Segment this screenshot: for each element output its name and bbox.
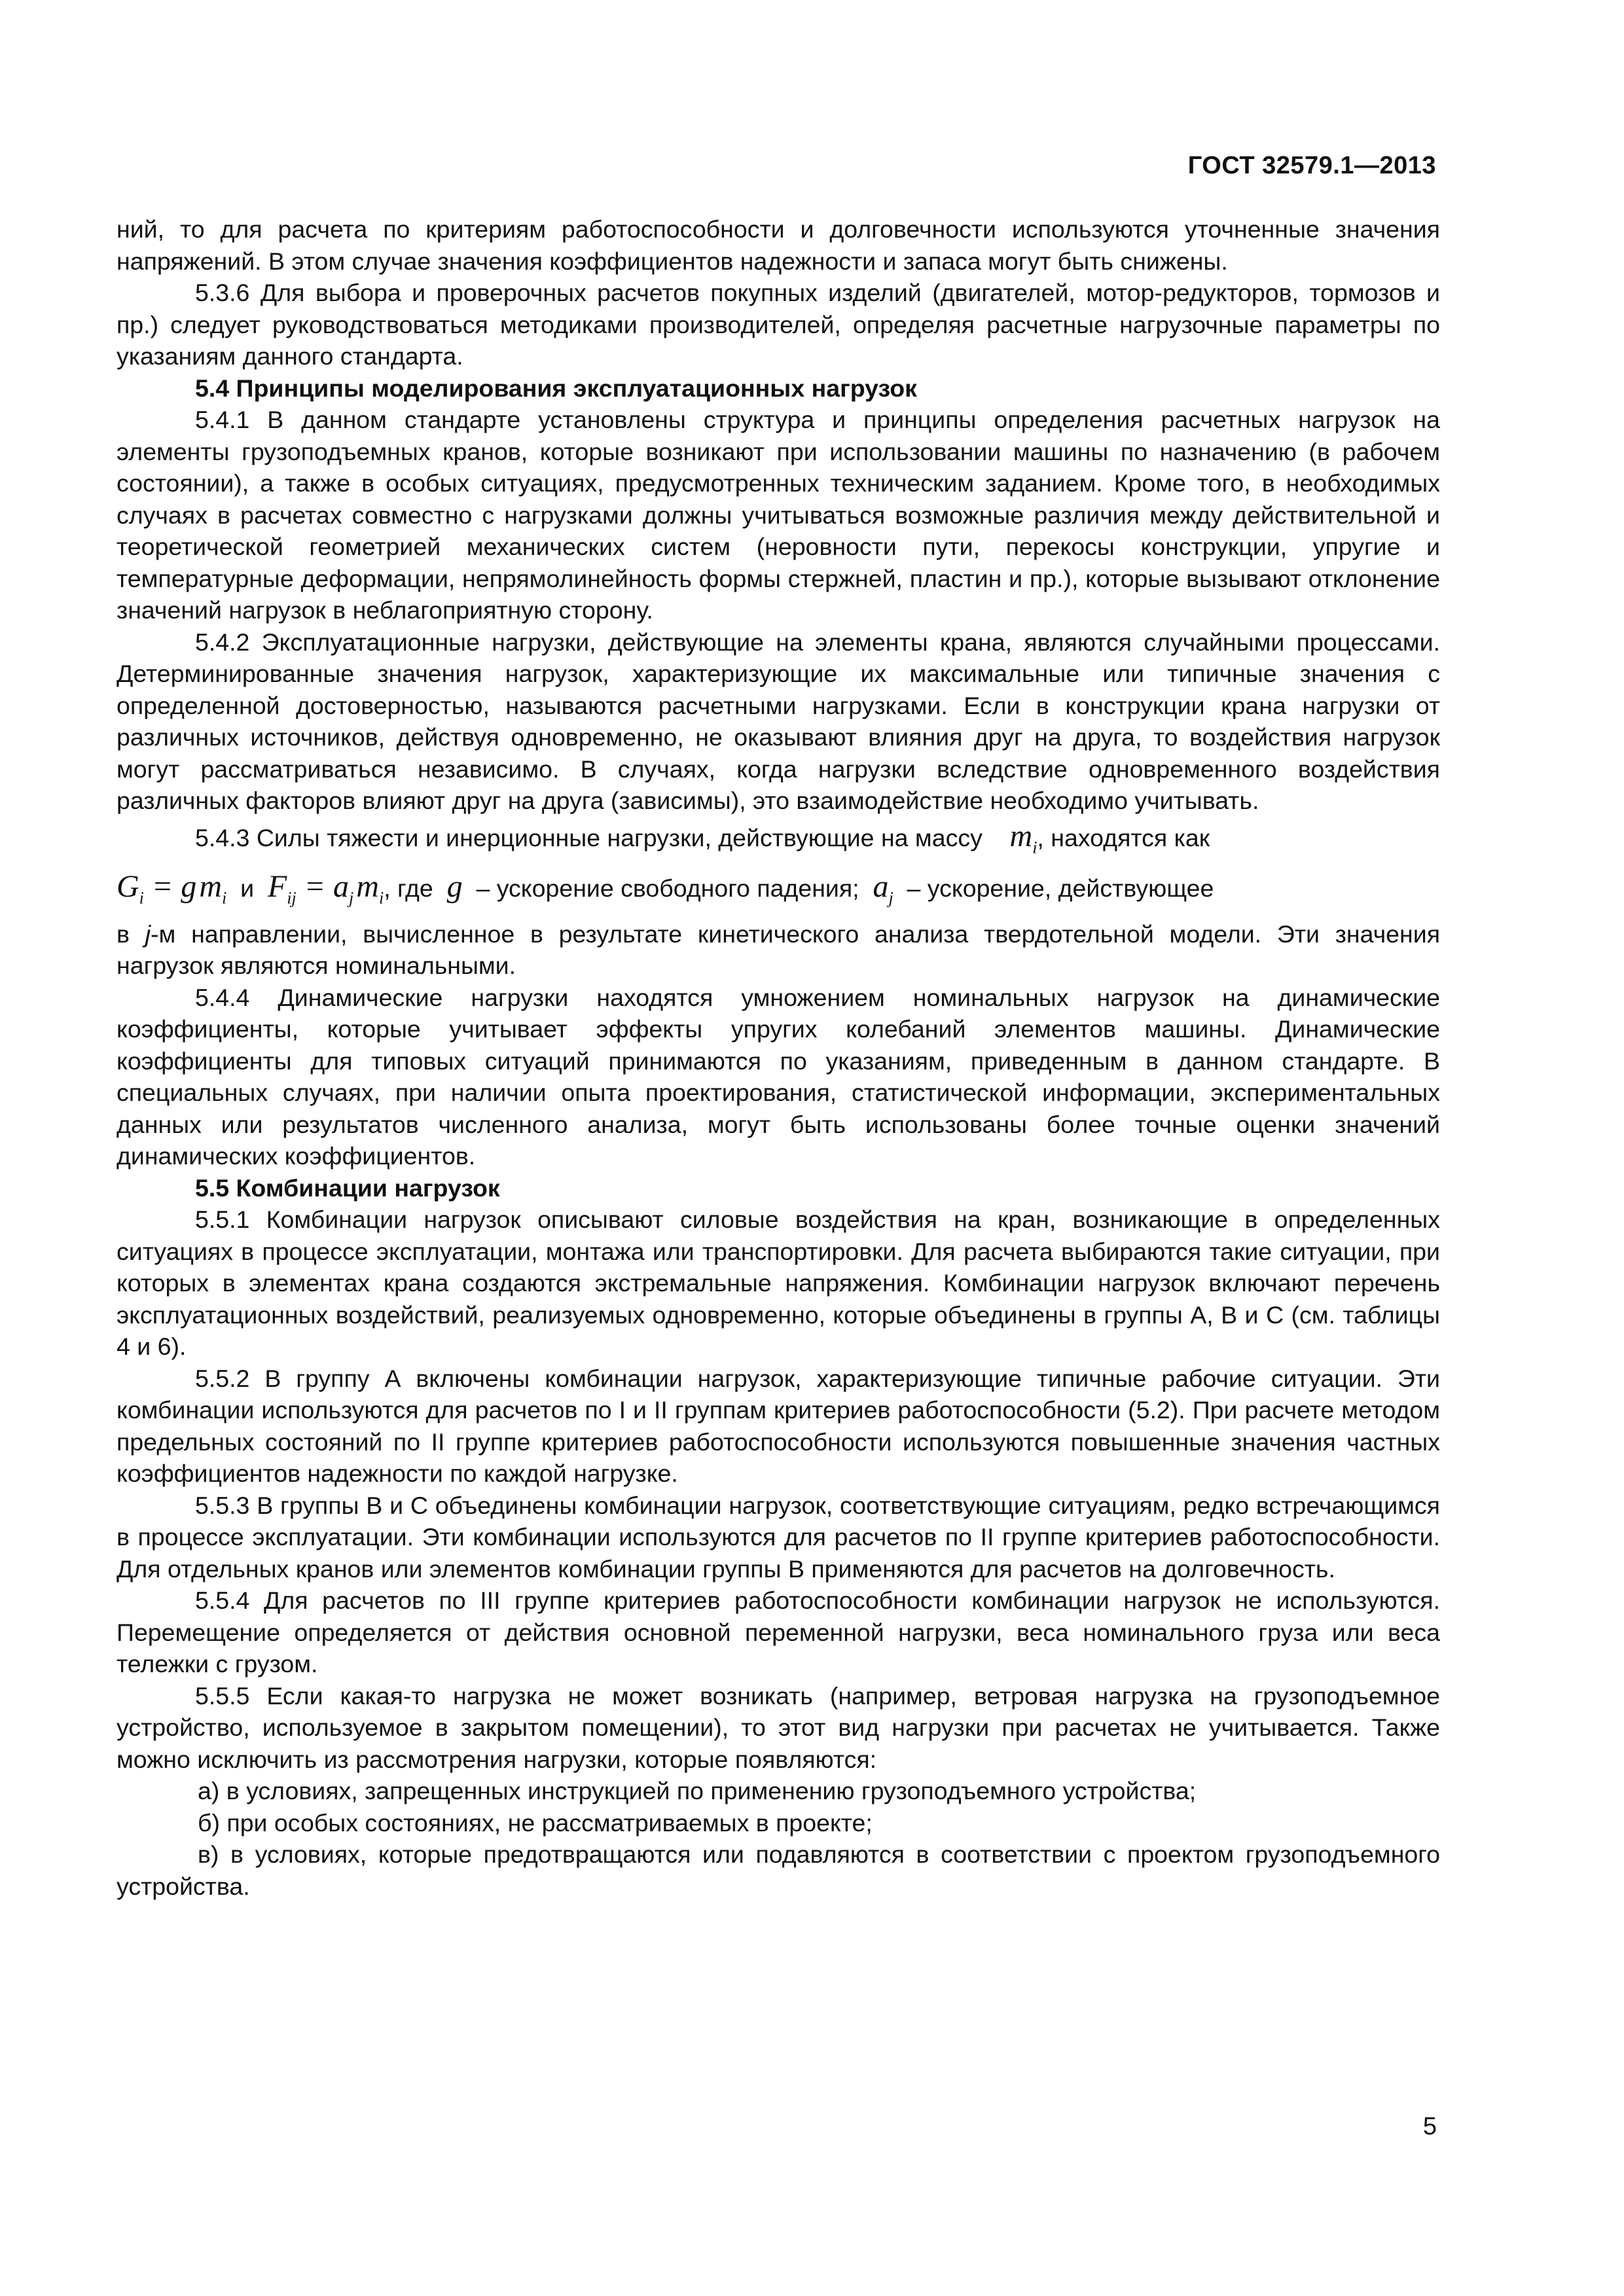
paragraph-5-4-1: 5.4.1 В данном стандарте установлены структура и принципы определения расчетных нагрузок на элементы грузоподъемных кранов, которые возникают при использовании машины по назначению (в рабочем состоянии), а также в особых ситуациях, предусмотренных техническим заданием. Кроме того, в необходимых случаях в расчетах совместно с нагрузками должны учитываться возможные различия между действительной и теоретической геометрией механических систем (неровности пути, перекосы конструкции, упругие и температурные деформации, непрямолинейность формы стержней, пластин и пр.), которые вызывают отклонение значений нагрузок в неблагоприятную сторону. [117,406,1440,624]
list-item-a: а) в условиях, запрещенных инструкцией по применению грузоподъемного устройства; [198,1777,1197,1805]
paragraph-5-5-5: 5.5.5 Если какая-то нагрузка не может возникать (например, ветровая нагрузка на грузоподъемное устройство, используемое в закрытом помещении), то этот вид нагрузки при расчетах не учитывается. Также можно исключить из рассмотрения нагрузки, которые появляются: [117,1681,1440,1773]
paragraph-5-4-3-continuation: в j-м направлении, вычисленное в результате кинетического анализа твердотельной модели. Эти значения нагрузок являются номинальными. [117,920,1440,980]
paragraph-continuation: ний, то для расчета по критериям работоспособности и долговечности используются уточненные значения напряжений. В этом случае значения коэффициентов надежности и запаса могут быть снижены. [117,215,1440,275]
text-a-description: – ускорение, действующее [907,874,1214,903]
standard-header: ГОСТ 32579.1—2013 [1187,152,1436,179]
text-where: , где [384,874,433,903]
paragraph-5-4-3 [117,817,1440,918]
section-heading-5-4: 5.4 Принципы моделирования эксплуатационных нагрузок [195,374,917,402]
list-item-c: в) в условиях, которые предотвращаются или подавляются в соответствии с проектом грузоподъемного устройства. [117,1840,1440,1900]
list-item-b: б) при особых состояниях, не рассматриваемых в проекте; [198,1808,873,1837]
paragraph-5-5-3: 5.5.3 В группы В и С объединены комбинации нагрузок, соответствующие ситуациям, редко встречающимся в процессе эксплуатации. Эти комбинации используются для расчетов по II группе критериев работоспособности. Для отдельных кранов или элементов комбинации группы В применяются для расчетов на долговечность. [117,1491,1440,1583]
paragraph-5-4-3-text-a: 5.4.3 Силы тяжести и инерционные нагрузки, действующие на массу [195,823,983,852]
paragraph-5-5-4: 5.5.4 Для расчетов по III группе критериев работоспособности комбинации нагрузок не используются. Перемещение определяется от действия основной переменной нагрузки, веса номинального груза или веса тележки с грузом. [117,1587,1440,1678]
math-a-var: $a_j$ [873,869,893,908]
italic-j: j [145,920,151,948]
math-mass-var: $m_i$ [1009,818,1038,857]
formula-gravity: $G_i = g$ $m_i$ [117,869,227,908]
formula-inertia: $F_{ij} = a_j$ $m_i$ [267,869,384,908]
paragraph-5-4-2: 5.4.2 Эксплуатационные нагрузки, действующие на элементы крана, являются случайными процессами. Детерминированные значения нагрузок, характеризующие их максимальные или типичные значения с определенной достоверностью, называются расчетными нагрузками. Если в конструкции крана нагрузки от различных источников, действуя одновременно, не оказывают влияния друг на друга, то воздействия нагрузок могут рассматриваться независимо. В случаях, когда нагрузки вследствие одновременного воздействия различных факторов влияют друг на друга (зависимы), это взаимодействие необходимо учитывать. [117,628,1440,814]
paragraph-5-5-2: 5.5.2 В группу А включены комбинации нагрузок, характеризующие типичные рабочие ситуации. Эти комбинации используются для расчетов по I и II группам критериев работоспособности (5.2). При расчете методом предельных состояний по II группе критериев работоспособности используются повышенные значения частных коэффициентов надежности по каждой нагрузке. [117,1364,1440,1488]
page-body [117,213,1440,1902]
math-g-var: g [446,869,463,905]
page-number: 5 [1422,2113,1437,2140]
section-heading-5-5: 5.5 Комбинации нагрузок [195,1174,500,1202]
paragraph-5-4-4: 5.4.4 Динамические нагрузки находятся умножением номинальных нагрузок на динамические коэффициенты, которые учитывает эффекты упругих колебаний элементов машины. Динамические коэффициенты для типовых ситуаций принимаются по указаниям, приведенным в данном стандарте. В специальных случаях, при наличии опыта проектирования, статистической информации, экспериментальных данных или результатов численного анализа, могут быть использованы более точные оценки значений динамических коэффициентов. [117,983,1440,1170]
paragraph-5-3-6: 5.3.6 Для выбора и проверочных расчетов покупных изделий (двигателей, мотор-редукторов, тормозов и пр.) следует руководствоваться методиками производителей, определяя расчетные нагрузочные параметры по указаниям данного стандарта. [117,279,1440,370]
text-and: и [240,874,255,903]
paragraph-5-4-3-text-b: , находятся как [1037,823,1210,852]
text-g-description: – ускорение свободного падения; [476,874,859,903]
paragraph-5-5-1: 5.5.1 Комбинации нагрузок описывают силовые воздействия на кран, возникающие в определенных ситуациях в процессе эксплуатации, монтажа или транспортировки. Для расчета выбираются такие ситуации, при которых в элементах крана создаются экстремальные напряжения. Комбинации нагрузок включают перечень эксплуатационных воздействий, реализуемых одновременно, которые объединены в группы А, В и С (см. таблицы 4 и 6). [117,1206,1440,1361]
